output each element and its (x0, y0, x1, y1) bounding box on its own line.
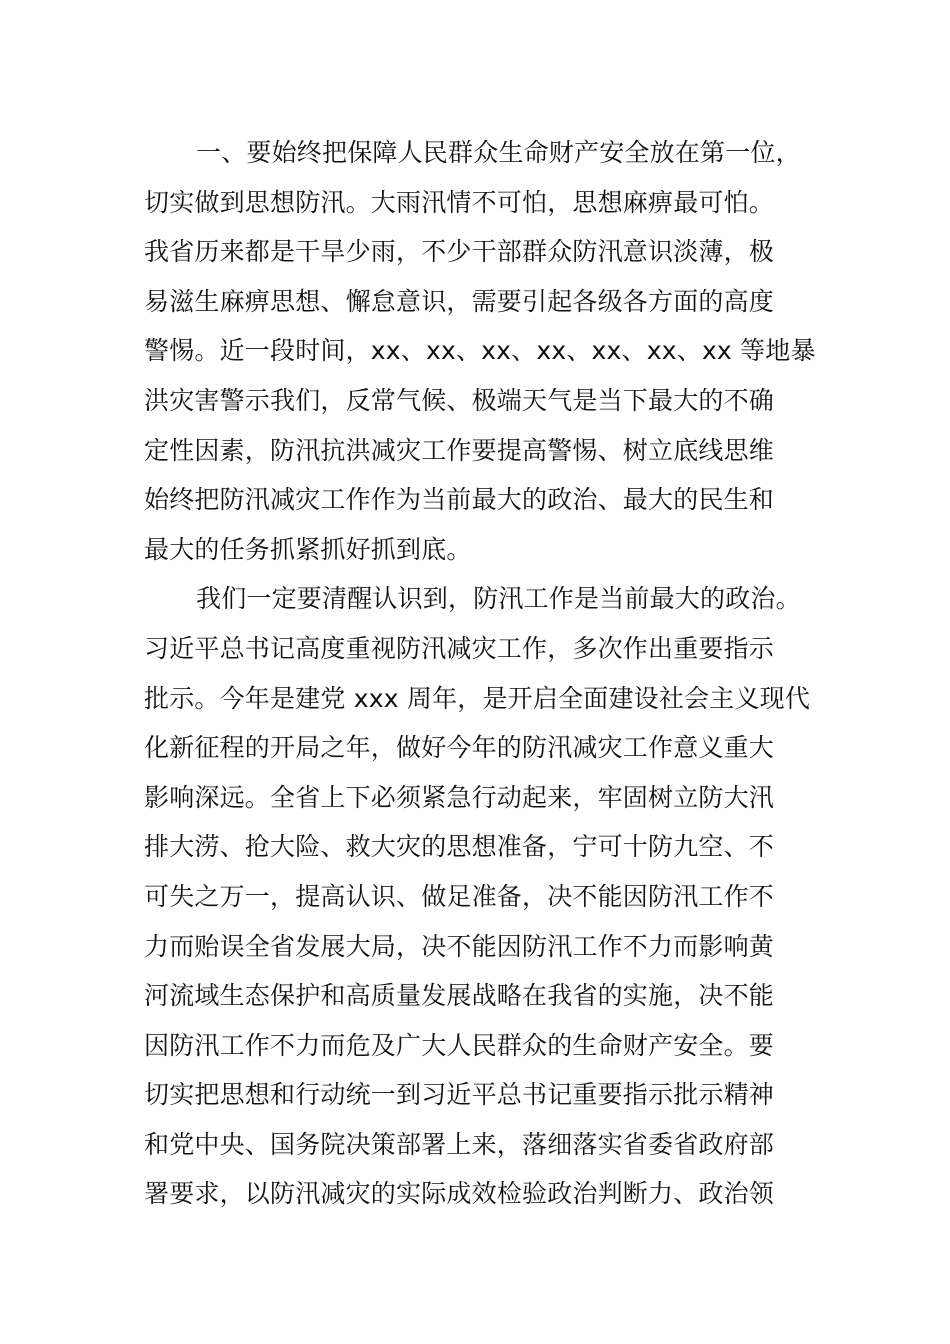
paragraph-1 (144, 128, 824, 574)
paragraph-2 (144, 574, 824, 1219)
paragraph-line: 习近平总书记高度重视防汛减灾工作，多次作出重要指示 (144, 633, 775, 663)
paragraph-line: 力而贻误全省发展大局，决不能因防汛工作不力而影响黄 (144, 931, 775, 961)
paragraph-line: 化新征程的开局之年，做好今年的防汛减灾工作意义重大 (144, 733, 775, 763)
paragraph-line: 洪灾害警示我们，反常气候、极端天气是当下最大的不确 (144, 385, 775, 415)
paragraph-line: 我省历来都是干旱少雨，不少干部群众防汛意识淡薄，极 (144, 237, 775, 267)
paragraph-line: 批示。今年是建党 xxx 周年，是开启全面建设社会主义现代 (144, 683, 811, 713)
paragraph-line: 切实把思想和行动统一到习近平总书记重要指示批示精神 (144, 1080, 775, 1110)
paragraph-line: 排大涝、抢大险、救大灾的思想准备，宁可十防九空、不 (144, 832, 775, 862)
paragraph-line: 可失之万一，提高认识、做足准备，决不能因防汛工作不 (144, 881, 775, 911)
paragraph-line: 易滋生麻痹思想、懈怠意识，需要引起各级各方面的高度 (144, 286, 775, 316)
paragraph-line: 和党中央、国务院决策部署上来，落细落实省委省政府部 (144, 1129, 775, 1159)
paragraph-line: 因防汛工作不力而危及广大人民群众的生命财产安全。要 (144, 1030, 775, 1060)
paragraph-line: 我们一定要清醒认识到，防汛工作是当前最大的政治。 (196, 584, 801, 614)
paragraph-line: 警惕。近一段时间，xx、xx、xx、xx、xx、xx、xx 等地暴 (144, 336, 816, 366)
paragraph-line: 始终把防汛减灾工作作为当前最大的政治、最大的民生和 (144, 485, 775, 515)
paragraph-line: 署要求，以防汛减灾的实际成效检验政治判断力、政治领 (144, 1179, 775, 1209)
paragraph-line: 河流域生态保护和高质量发展战略在我省的实施，决不能 (144, 981, 775, 1011)
paragraph-line: 一、要始终把保障人民群众生命财产安全放在第一位， (196, 138, 801, 167)
paragraph-line: 最大的任务抓紧抓好抓到底。 (144, 534, 472, 564)
paragraph-line: 影响深远。全省上下必须紧急行动起来，牢固树立防大汛 (144, 782, 775, 812)
document-body (144, 128, 824, 1219)
paragraph-line: 定性因素，防汛抗洪减灾工作要提高警惕、树立底线思维 (144, 435, 775, 465)
paragraph-line: 切实做到思想防汛。大雨汛情不可怕，思想麻痹最可怕。 (144, 187, 775, 217)
